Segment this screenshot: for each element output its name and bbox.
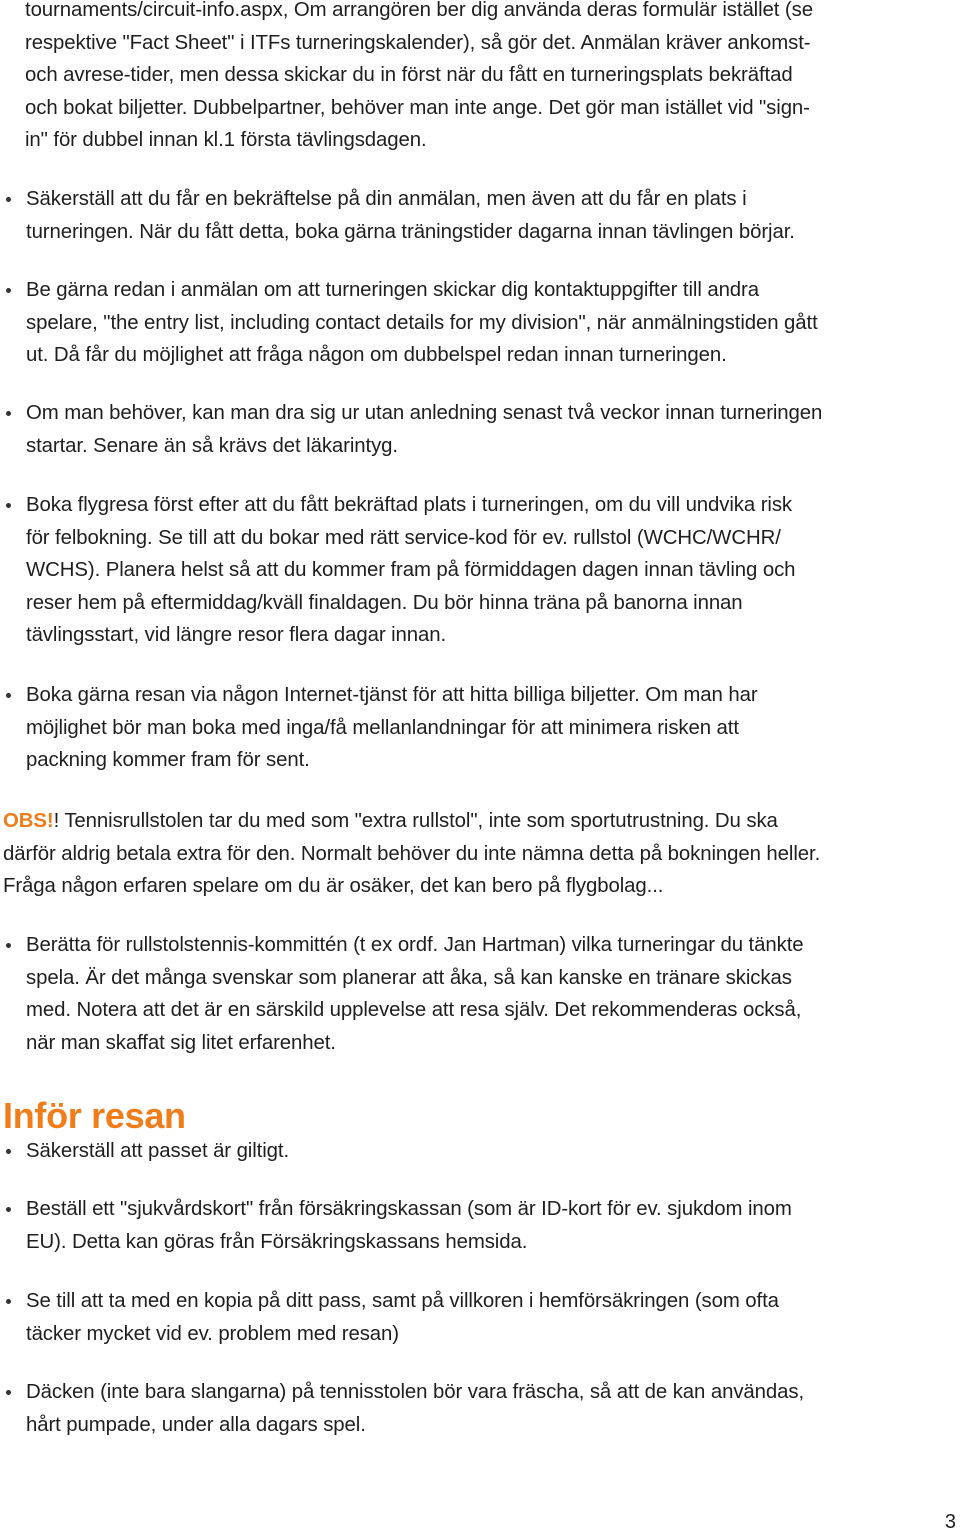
bullet-dot-icon [6, 411, 11, 416]
obs-label: OBS! [3, 810, 54, 832]
bullet-dot-icon [6, 1149, 11, 1154]
list-item-line: Se till att ta med en kopia på ditt pass, samt på villkoren i hemförsäkringen (som ofta [26, 1290, 779, 1312]
list-item-line: med. Notera att det är en särskild upplevelse att resa själv. Det rekommenderas också, [26, 999, 802, 1022]
list-item-line: startar. Senare än så krävs det läkarintyg. [26, 434, 398, 457]
obs-note-line: därför aldrig betala extra för den. Normalt behöver du inte nämna detta på bokningen heller. [3, 842, 821, 865]
list-item-text [26, 489, 960, 652]
bullet-dot-icon [6, 288, 11, 293]
list-item-line: packning kommer fram för sent. [26, 749, 310, 772]
list-item-text [26, 1135, 960, 1168]
list-item-line: ut. Då får du möjlighet att fråga någon om dubbelspel redan innan turneringen. [26, 344, 727, 367]
list-item-line: Säkerställ att passet är giltigt. [26, 1140, 290, 1162]
intro-paragraph [25, 0, 960, 157]
intro-line: in" för dubbel innan kl.1 första tävlingsdagen. [25, 129, 427, 152]
list-item-text [26, 183, 960, 248]
list-item-line: Boka gärna resan via någon Internet-tjänst för att hitta billiga biljetter. Om man har [26, 684, 758, 706]
obs-note [3, 805, 960, 903]
bullet-dot-icon [6, 1390, 11, 1395]
list-item-line: spela. Är det många svenskar som planerar att åka, så kan kanske en tränare skickas [26, 966, 792, 989]
page-number: 3 [944, 1511, 956, 1533]
list-item-line: täcker mycket vid ev. problem med resan) [26, 1322, 399, 1345]
obs-note-line: ! Tennisrullstolen tar du med som "extra rullstol", inte som sportutrustning. Du ska [53, 810, 778, 832]
list-item-line: Be gärna redan i anmälan om att turneringen skickar dig kontaktuppgifter till andra [26, 279, 759, 301]
list-item-line: EU). Detta kan göras från Försäkringskassans hemsida. [26, 1230, 528, 1253]
list-item-line: reser hem på eftermiddag/kväll finaldagen. Du bör hinna träna på banorna innan [26, 591, 743, 614]
obs-note-line: Fråga någon erfaren spelare om du är osäker, det kan bero på flygbolag... [3, 875, 664, 898]
bullet-dot-icon [6, 197, 11, 202]
list-item-line: Om man behöver, kan man dra sig ur utan anledning senast två veckor innan turneringen [26, 402, 823, 424]
list-item-line: Däcken (inte bara slangarna) på tennisstolen bör vara fräscha, så att de kan användas, [26, 1381, 805, 1403]
intro-line: tournaments/circuit-info.aspx, Om arrangören ber dig använda deras formulär istället (se [25, 0, 813, 21]
list-item-text [26, 1193, 960, 1258]
intro-line: och bokat biljetter. Dubbelpartner, behöver man inte ange. Det gör man istället vid "sign- [25, 96, 810, 119]
intro-line: och avrese-tider, men dessa skickar du in först när du fått en turneringsplats bekräftad [25, 64, 793, 87]
bullet-dot-icon [6, 1299, 11, 1304]
list-item-line: spelare, "the entry list, including contact details for my division", när anmälningstiden gått [26, 311, 818, 334]
bullet-dot-icon [6, 693, 11, 698]
bullet-dot-icon [6, 943, 11, 948]
list-item-line: WCHS). Planera helst så att du kommer fram på förmiddagen dagen innan tävling och [26, 559, 796, 582]
list-item-line: Boka flygresa först efter att du fått bekräftad plats i turneringen, om du vill undvika risk [26, 494, 793, 516]
list-item-line: Berätta för rullstolstennis-kommittén (t ex ordf. Jan Hartman) vilka turneringar du tänkte [26, 934, 804, 956]
list-item-line: Säkerställ att du får en bekräftelse på din anmälan, men även att du får en plats i [26, 188, 747, 210]
intro-line: respektive "Fact Sheet" i ITFs turneringskalender), så gör det. Anmälan kräver ankomst- [25, 31, 811, 54]
bullet-dot-icon [6, 503, 11, 508]
bullet-dot-icon [6, 1207, 11, 1212]
list-item-line: hårt pumpade, under alla dagars spel. [26, 1413, 366, 1436]
list-item-text [26, 929, 960, 1059]
list-item-line: turneringen. När du fått detta, boka gärna träningstider dagarna innan tävlingen börjar. [26, 220, 795, 243]
list-item-text [26, 679, 960, 777]
list-item-text [26, 397, 960, 462]
list-item-line: möjlighet bör man boka med inga/få mellanlandningar för att minimera risken att [26, 716, 739, 739]
list-item-line: tävlingsstart, vid längre resor flera dagar innan. [26, 624, 447, 647]
list-item-text [26, 1285, 960, 1350]
section-heading: Inför resan [3, 1095, 186, 1136]
list-item-line: för felbokning. Se till att du bokar med rätt service-kod för ev. rullstol (WCHC/WCHR/ [26, 526, 781, 549]
list-item-line: när man skaffat sig litet erfarenhet. [26, 1031, 336, 1054]
list-item-text [26, 274, 960, 372]
list-item-text [26, 1376, 960, 1441]
list-item-line: Beställ ett "sjukvårdskort" från försäkringskassan (som är ID-kort för ev. sjukdom inom [26, 1198, 792, 1220]
